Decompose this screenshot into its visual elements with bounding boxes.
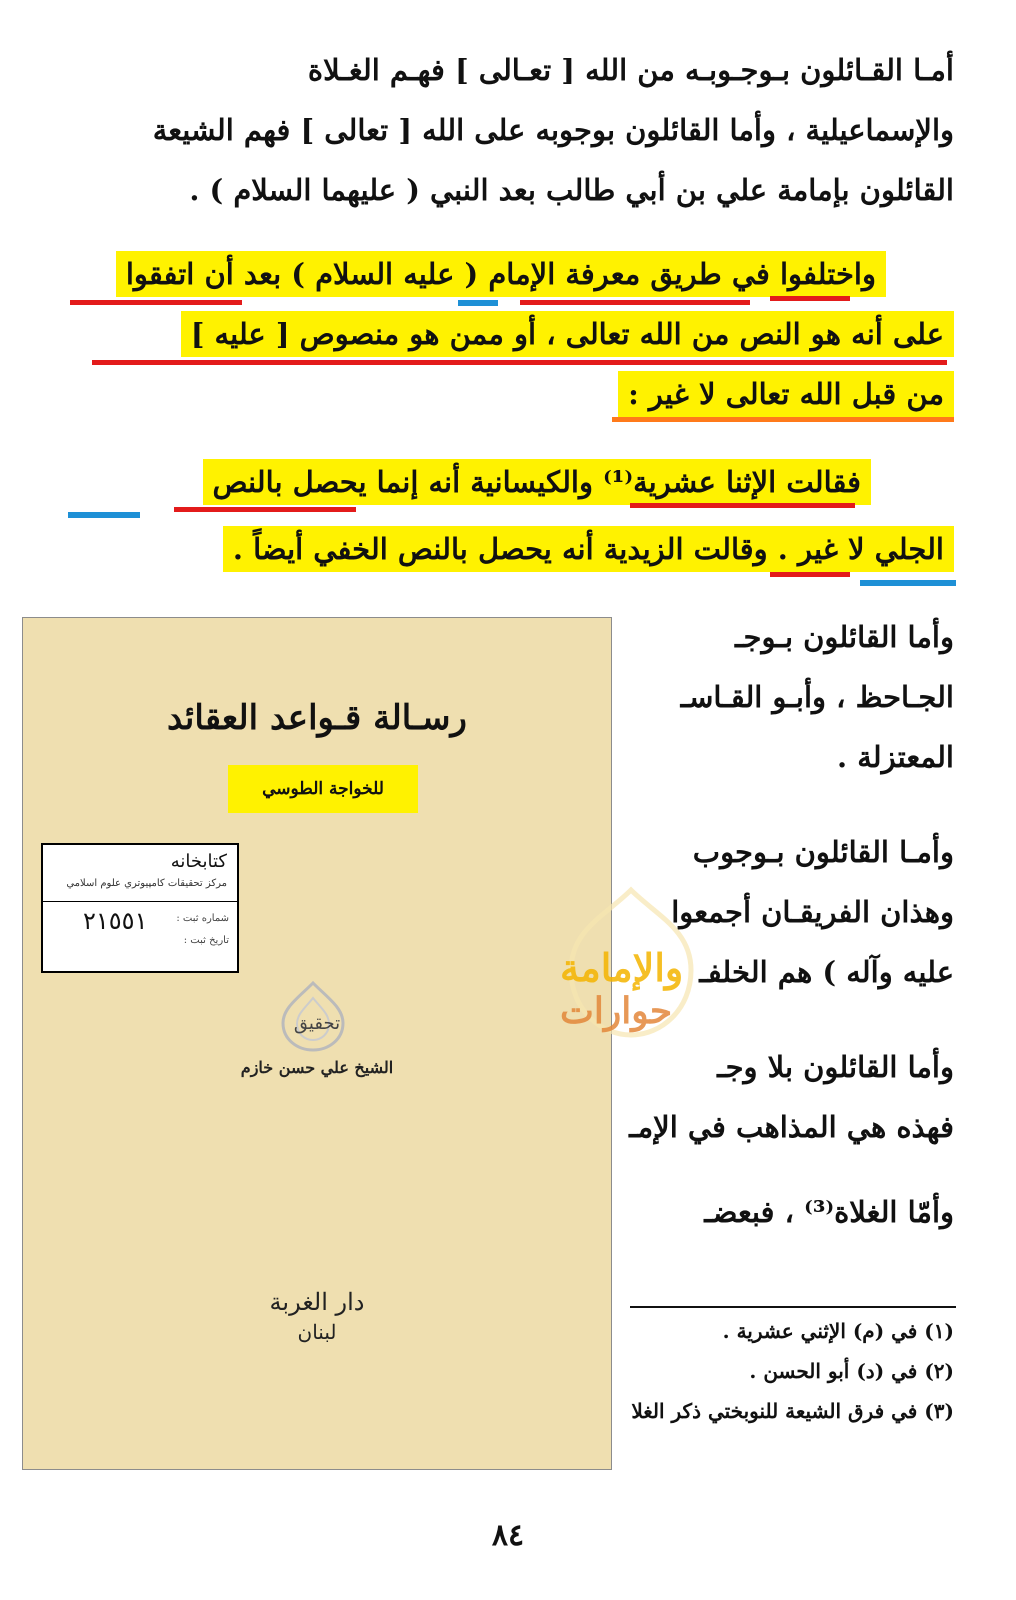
watermark-text: والإمامة bbox=[560, 945, 684, 990]
underline-red bbox=[174, 507, 356, 512]
body-line: المعتزلة . bbox=[837, 740, 954, 774]
stamp-title: كتابخانه bbox=[170, 851, 227, 872]
underline-red bbox=[520, 300, 750, 305]
body-line: الجـاحظ ، وأبـو القـاسـ bbox=[680, 680, 954, 714]
stamp-number: ٢١٥٥١ bbox=[83, 907, 148, 935]
stamp-subtitle: مركز تحقيقات كامپيوتري علوم اسلامي bbox=[66, 878, 227, 889]
watermark-text: حوارات bbox=[560, 990, 673, 1032]
underline-blue bbox=[458, 300, 498, 306]
body-line: وهذان الفريقـان أجمعوا bbox=[671, 895, 954, 929]
paragraph3-line2 bbox=[223, 527, 954, 571]
body-line: عليه وآله ) هم الخلفـ bbox=[699, 955, 954, 989]
underline-red bbox=[770, 296, 850, 301]
paragraph2-line2 bbox=[181, 312, 954, 356]
underline-red bbox=[770, 572, 850, 577]
cover-title: رسـالة قـواعد العقائد bbox=[167, 698, 467, 738]
cover-publisher: دار الغربة bbox=[269, 1288, 365, 1316]
paragraph1-line2: والإسماعيلية ، وأما القائلون بوجوبه على الله [ تعالى ] فهم الشيعة bbox=[152, 113, 954, 147]
highlighted-text: فقالت الإثنا عشرية⁽¹⁾ والكيسانية أنه إنما يحصل بالنص bbox=[203, 459, 871, 505]
paragraph2-line3 bbox=[618, 372, 954, 416]
cover-editor-label: تحقيق bbox=[293, 1013, 341, 1034]
cover-city: لبنان bbox=[297, 1320, 337, 1344]
library-stamp bbox=[41, 843, 239, 973]
underline-orange bbox=[612, 417, 954, 422]
stamp-date-label: تاريخ ثبت : bbox=[183, 935, 229, 946]
footnote: (١) في (م) الإثني عشرية . bbox=[722, 1319, 954, 1343]
footnote: (٢) في (د) أبو الحسن . bbox=[749, 1359, 954, 1383]
footnote: (٣) في فرق الشيعة للنوبختي ذكر الغلا bbox=[631, 1399, 954, 1423]
underline-red bbox=[70, 300, 242, 305]
highlighted-text: على أنه هو النص من الله تعالى ، أو ممن هو منصوص [ عليه ] bbox=[181, 311, 954, 357]
body-line: وأمّا الغلاة⁽³⁾ ، فبعضـ bbox=[704, 1195, 954, 1229]
highlighted-text: من قبل الله تعالى لا غير : bbox=[618, 371, 954, 417]
paragraph1-line1: أمـا القـائلون بـوجـوبـه من الله [ تعـالى ] فهـم الغـلاة bbox=[307, 53, 954, 87]
body-line: وأمـا القائلون بـوجوب bbox=[692, 835, 954, 869]
cover-author: للخواجة الطوسي bbox=[228, 765, 418, 813]
underline-blue bbox=[860, 580, 956, 586]
highlighted-text: الجلي لا غير . وقالت الزيدية أنه يحصل بالنص الخفي أيضاً . bbox=[223, 526, 954, 572]
underline-red bbox=[92, 360, 947, 365]
body-line: وأما القائلون بلا وجـ bbox=[717, 1050, 954, 1084]
body-line: وأما القائلون بـوجـ bbox=[735, 620, 954, 654]
cover-editor: الشيخ علي حسن خازم bbox=[240, 1058, 394, 1077]
paragraph1-line3: القائلون بإمامة علي بن أبي طالب بعد النبي ( عليهما السلام ) . bbox=[189, 173, 954, 207]
underline-blue bbox=[68, 512, 140, 518]
underline-red bbox=[630, 503, 855, 508]
stamp-serial-label: شماره ثبت : bbox=[176, 913, 229, 924]
page-number: ٨٤ bbox=[491, 1518, 525, 1553]
body-line: فهذه هي المذاهب في الإمـ bbox=[629, 1110, 954, 1144]
book-cover bbox=[22, 617, 612, 1470]
paragraph2-line1 bbox=[116, 252, 886, 296]
stamp-divider bbox=[43, 901, 237, 902]
highlighted-text: واختلفوا في طريق معرفة الإمام ( عليه السلام ) بعد أن اتفقوا bbox=[116, 251, 886, 297]
paragraph3-line1 bbox=[203, 460, 871, 504]
footnote-divider bbox=[630, 1306, 956, 1308]
